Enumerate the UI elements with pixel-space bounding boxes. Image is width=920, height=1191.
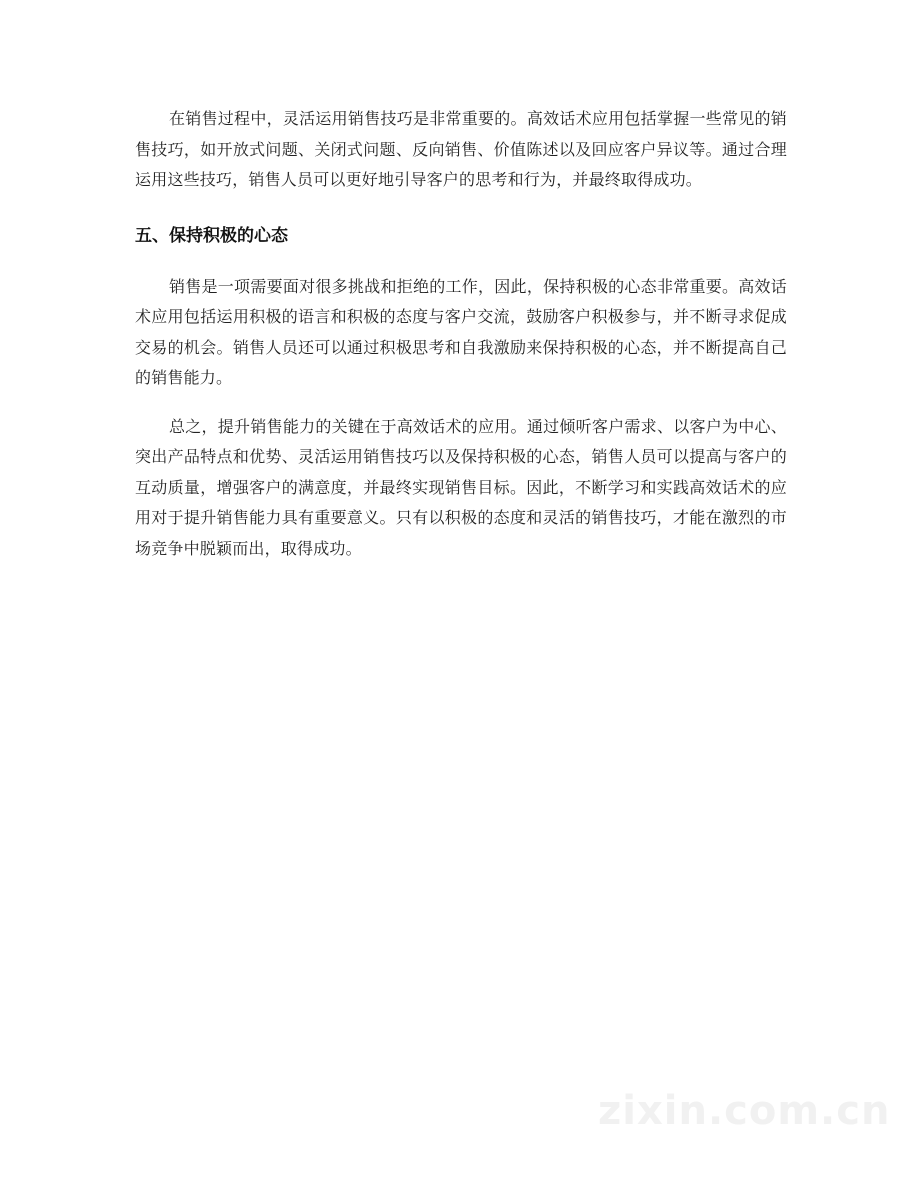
document-body <box>135 104 787 564</box>
watermark-logo: zixin.com.cn <box>598 1088 891 1134</box>
section-heading-positive-mindset: 五、保持积极的心态 <box>135 225 288 246</box>
paragraph-positive-mindset: 销售是一项需要面对很多挑战和拒绝的工作，因此，保持积极的心态非常重要。高效话术应用包括运用积极的语言和积极的态度与客户交流，鼓励客户积极参与，并不断寻求促成交易的机会。销售人员还可以通过积极思考和自我激励来保持积极的心态，并不断提高自己的销售能力。 <box>135 276 787 387</box>
paragraph-sales-techniques: 在销售过程中，灵活运用销售技巧是非常重要的。高效话术应用包括掌握一些常见的销售技巧，如开放式问题、关闭式问题、反向销售、价值陈述以及回应客户异议等。通过合理运用这些技巧，销售人员可以更好地引导客户的思考和行为，并最终取得成功。 <box>135 109 787 189</box>
paragraph-conclusion: 总之，提升销售能力的关键在于高效话术的应用。通过倾听客户需求、以客户为中心、突出产品特点和优势、灵活运用销售技巧以及保持积极的心态，销售人员可以提高与客户的互动质量，增强客户的满意度，并最终实现销售目标。因此，不断学习和实践高效话术的应用对于提升销售能力具有重要意义。只有以积极的态度和灵活的销售技巧，才能在激烈的市场竞争中脱颖而出，取得成功。 <box>135 416 787 558</box>
